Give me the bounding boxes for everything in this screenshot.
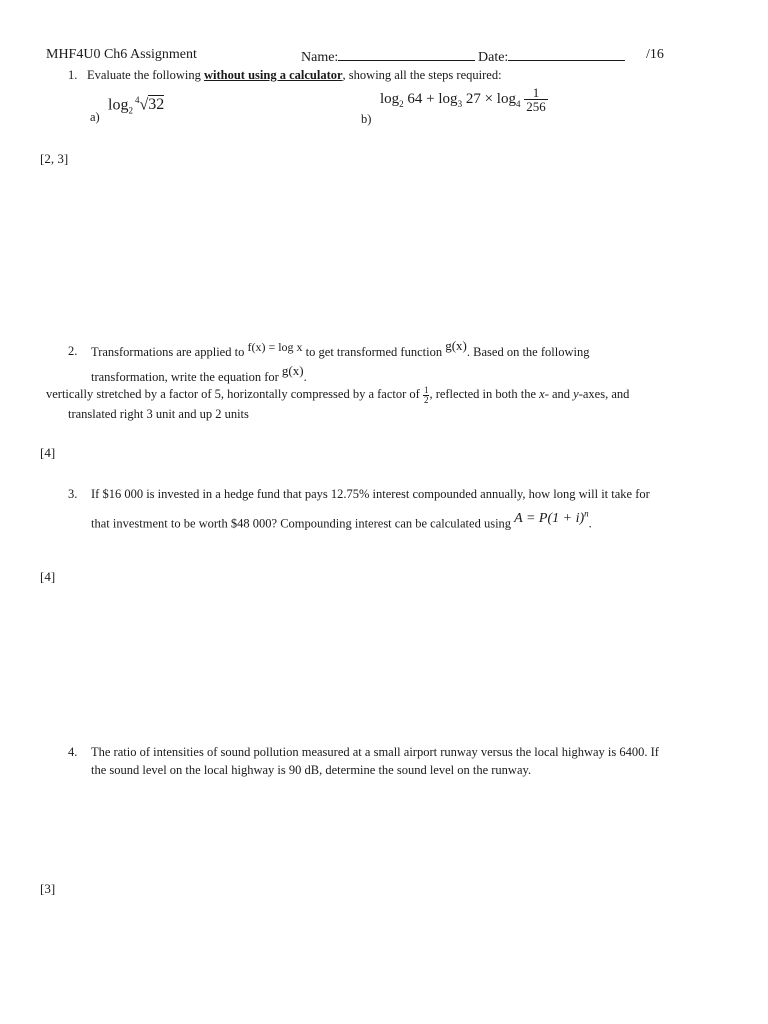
question-1-text [87, 66, 502, 85]
q1b-frac-den: 256 [526, 99, 546, 114]
name-label: Name: [301, 50, 339, 65]
q2-g-expression: g(x) [445, 338, 467, 353]
q2-line-3 [46, 385, 629, 405]
q1b-frac-num: 1 [524, 86, 548, 100]
q3-formula [514, 508, 589, 526]
q2-text-8: - and [544, 387, 574, 401]
q2-g-expression-2: g(x) [281, 363, 304, 378]
q1-part-b-expression [380, 86, 548, 113]
q1-emphasis: without using a calculator [203, 68, 343, 82]
q4-marks: [3] [40, 881, 56, 896]
q1-part-b-label: b) [361, 112, 372, 126]
q1b-base2: 3 [457, 98, 463, 109]
q3-text-3: . [588, 516, 592, 531]
q1b-arg1: 64 [407, 90, 423, 107]
q4-line-1: The ratio of intensities of sound pollution measured at a small airport runway versus the local highway is 6400. If [91, 745, 659, 759]
q2-y-variable: y [573, 387, 579, 401]
radical-icon: √ [139, 96, 149, 114]
q1b-fraction [524, 86, 548, 113]
q3-formula-base: A = P(1 + i) [514, 510, 585, 526]
q2-f-expression: f(x) = log x [247, 340, 303, 354]
q3-line-1: If $16 000 is invested in a hedge fund that pays 12.75% interest compounded annually, how long will it take for [91, 487, 650, 501]
q2-text-1: Transformations are applied to [91, 345, 245, 359]
q2-line-1 [91, 338, 590, 362]
question-1-number: 1. [68, 68, 78, 82]
q1-text-before: Evaluate the following [87, 68, 204, 82]
q1a-log: log [108, 96, 129, 114]
q1b-base3: 4 [515, 98, 521, 109]
q1b-times: × [484, 90, 494, 107]
q2-text-5: . [303, 370, 307, 384]
q1-marks: [2, 3] [40, 151, 69, 166]
q2-text-2: to get transformed function [305, 345, 443, 359]
q1-text-after: , showing all the steps required: [342, 68, 502, 82]
q1b-base1: 2 [399, 98, 404, 109]
q1-part-a-label: a) [90, 110, 100, 124]
q1b-log3: log [496, 90, 516, 107]
date-field[interactable] [478, 47, 625, 66]
assignment-title: MHF4U0 Ch6 Assignment [46, 47, 197, 62]
q2-text-9: -axes, and [578, 387, 630, 401]
q1a-root-index: 4 [134, 95, 140, 105]
q1a-radicand: 32 [148, 96, 165, 114]
q1-part-a-expression [108, 95, 164, 116]
total-marks: /16 [646, 47, 664, 62]
question-2-number: 2. [68, 344, 78, 358]
q2-line-4: translated right 3 unit and up 2 units [68, 407, 249, 421]
question-4-number: 4. [68, 745, 78, 759]
q1b-log1: log [380, 90, 400, 107]
question-3-number: 3. [68, 487, 78, 501]
name-field[interactable] [301, 47, 475, 66]
q1b-plus: + [426, 90, 435, 107]
q2-text-4: transformation, write the equation for [91, 370, 279, 384]
q2-text-3: . Based on the following [466, 345, 590, 359]
q2-frac-num: 1 [423, 384, 429, 395]
q4-line-2: the sound level on the local highway is 90 dB, determine the sound level on the runway. [91, 763, 532, 777]
q1a-base: 2 [128, 105, 133, 116]
q3-line-2 [91, 508, 592, 535]
date-label: Date: [478, 50, 509, 65]
name-blank[interactable] [338, 47, 475, 61]
q2-x-variable: x [539, 387, 545, 401]
q2-marks: [4] [40, 445, 56, 460]
q3-text-2: that investment to be worth $48 000? Compounding interest can be calculated using [91, 516, 512, 531]
q1b-arg2: 27 [465, 90, 481, 107]
q2-text-7: , reflected in both the [429, 387, 540, 401]
q2-text-6: vertically stretched by a factor of 5, horizontally compressed by a factor of [46, 387, 420, 401]
q1b-log2: log [438, 90, 458, 107]
q2-line-2 [91, 363, 307, 387]
q3-marks: [4] [40, 569, 56, 584]
date-blank[interactable] [508, 47, 625, 61]
q2-frac-den: 2 [423, 394, 429, 405]
q3-formula-exponent: n [584, 508, 589, 518]
